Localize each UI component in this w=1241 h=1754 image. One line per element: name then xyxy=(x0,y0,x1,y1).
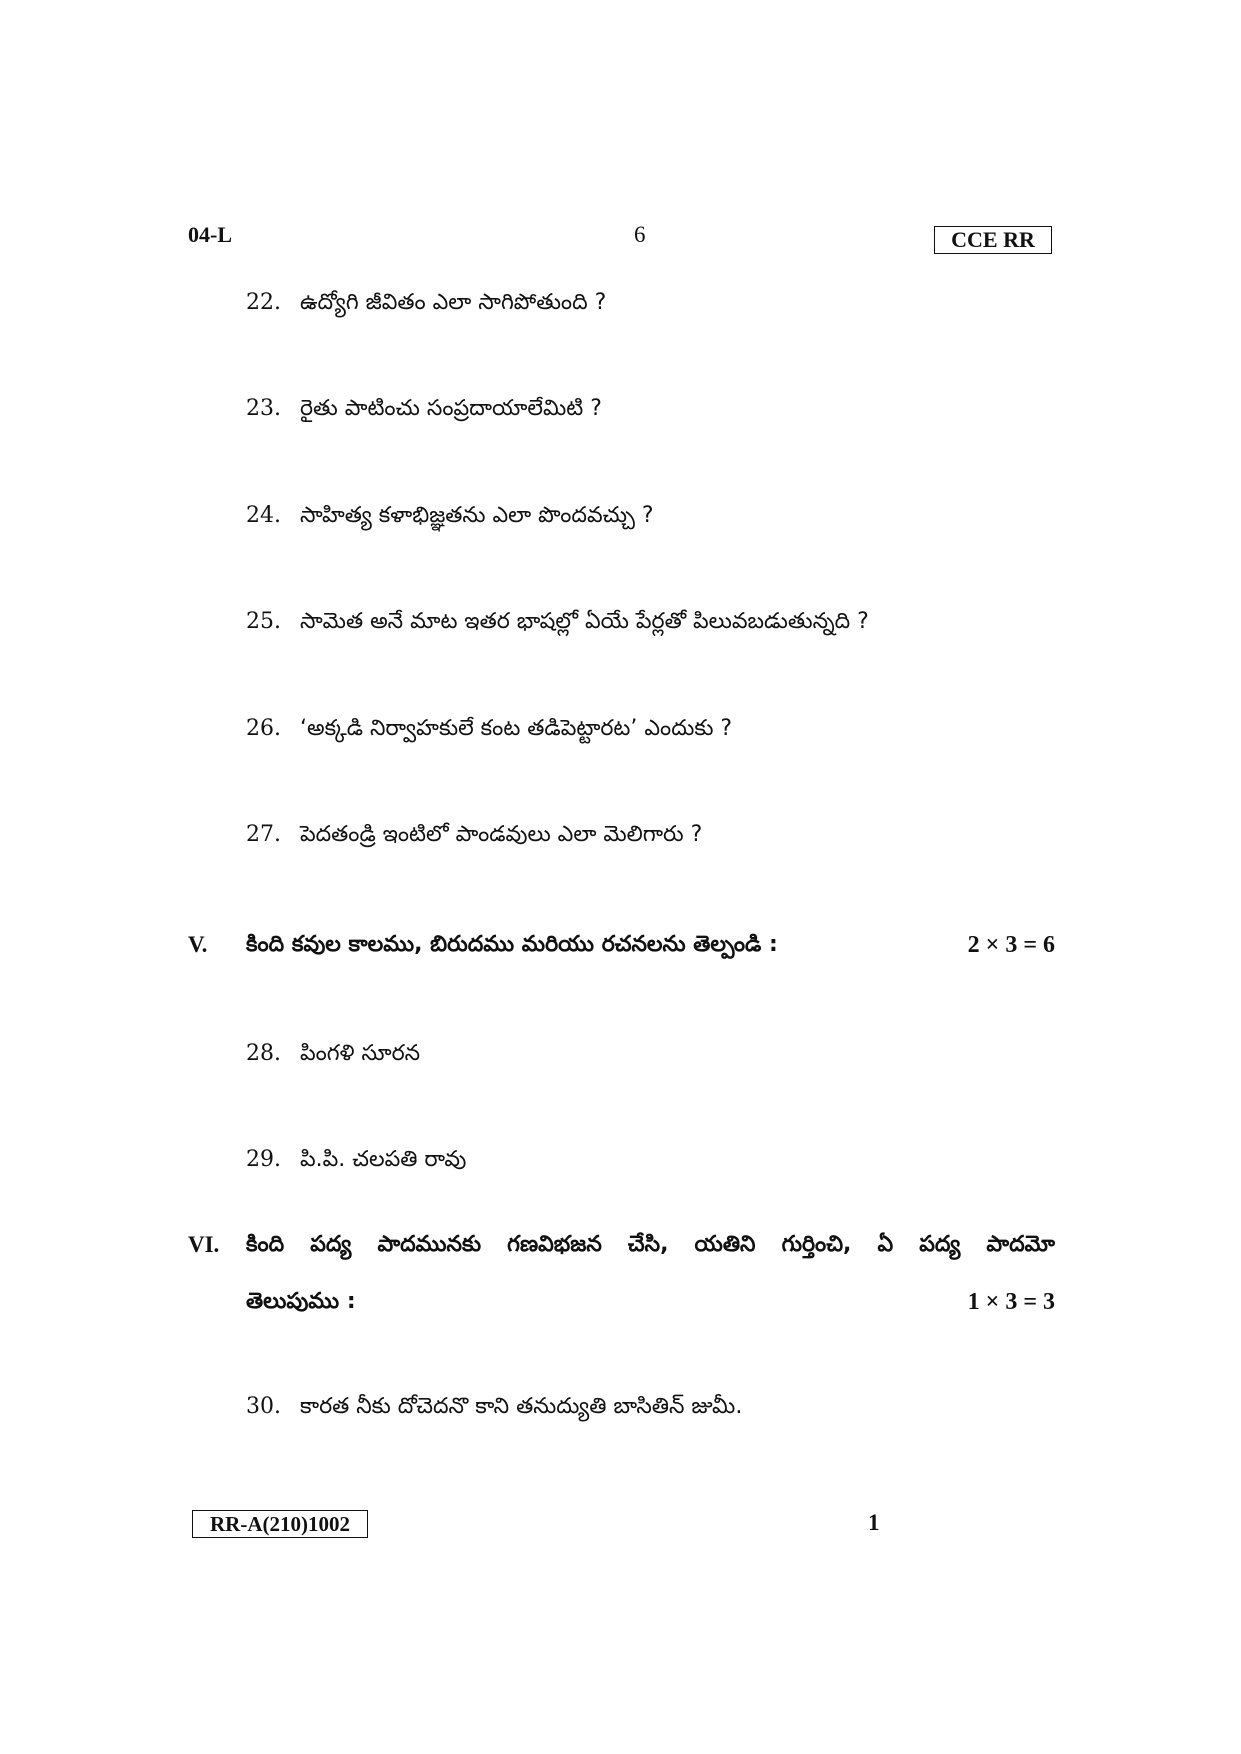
question-number: 24. xyxy=(246,503,281,528)
question-text: కారత నీకు దోచెదనొ కాని తనుద్యుతి బాసితిన్ జుమీ. xyxy=(300,1394,743,1419)
question-30 xyxy=(246,1394,742,1424)
question-number: 29. xyxy=(246,1147,281,1172)
question-text: సాహిత్య కళాభిజ్ఞతను ఎలా పొందవచ్చు ? xyxy=(300,503,654,528)
instruction-word: యతిని xyxy=(694,1232,756,1257)
instruction-word: పద్య xyxy=(310,1232,352,1257)
section-v-number: V. xyxy=(188,932,208,957)
question-24 xyxy=(246,503,654,533)
instruction-word: పాదమో xyxy=(986,1232,1055,1257)
question-25 xyxy=(246,609,869,639)
section-vi-number: VI. xyxy=(188,1232,220,1257)
question-number: 23. xyxy=(246,396,281,421)
footer-page-number: 1 xyxy=(868,1510,880,1535)
question-27 xyxy=(246,822,702,852)
instruction-word: పద్య xyxy=(919,1232,961,1257)
question-number: 25. xyxy=(246,609,281,634)
question-text: పి.పి. చలపతి రావు xyxy=(300,1147,467,1172)
section-vi-instruction-line2: తెలుపుము : xyxy=(246,1289,356,1314)
instruction-word: చేసి, xyxy=(627,1232,669,1257)
question-text: పింగళి సూరన xyxy=(300,1041,421,1066)
instruction-word: గుర్తించి, xyxy=(781,1232,852,1257)
question-number: 27. xyxy=(246,822,281,847)
question-text: పెదతండ్రి ఇంటిలో పాండవులు ఎలా మెలిగారు ? xyxy=(300,822,703,847)
page-number: 6 xyxy=(634,222,646,247)
question-29 xyxy=(246,1147,466,1177)
question-text: రైతు పాటించు సంప్రదాయాలేమిటి ? xyxy=(300,396,602,421)
question-number: 30. xyxy=(246,1394,281,1419)
question-text: ‘అక్కడి నిర్వాహకులే కంట తడిపెట్టారట’ ఎందుకు ? xyxy=(300,716,733,741)
question-number: 26. xyxy=(246,716,281,741)
paper-code: 04-L xyxy=(188,222,232,247)
section-vi-instruction-line1 xyxy=(246,1232,1055,1262)
instruction-word: ఏ xyxy=(877,1232,894,1257)
instruction-word: గణవిభజన xyxy=(507,1232,602,1257)
question-number: 28. xyxy=(246,1041,281,1066)
question-number: 22. xyxy=(246,290,281,315)
question-text: సామెత అనే మాట ఇతర భాషల్లో ఏయే పేర్లతో పిలువబడుతున్నది ? xyxy=(300,609,869,634)
section-v-marks: 2 × 3 = 6 xyxy=(967,932,1055,958)
question-28 xyxy=(246,1041,420,1071)
instruction-word: పాదమునకు xyxy=(377,1232,482,1257)
section-v-instruction: కింది కవుల కాలము, బిరుదము మరియు రచనలను తెల్పండి : xyxy=(246,932,778,957)
footer-code-box: RR-A(210)1002 xyxy=(192,1510,368,1538)
question-26 xyxy=(246,716,732,746)
instruction-word: కింది xyxy=(246,1232,285,1257)
question-23 xyxy=(246,396,602,426)
question-text: ఉద్యోగి జీవితం ఎలా సాగిపోతుంది ? xyxy=(300,290,607,315)
cce-rr-box: CCE RR xyxy=(934,226,1052,254)
section-vi-marks: 1 × 3 = 3 xyxy=(967,1289,1055,1315)
question-22 xyxy=(246,290,606,320)
